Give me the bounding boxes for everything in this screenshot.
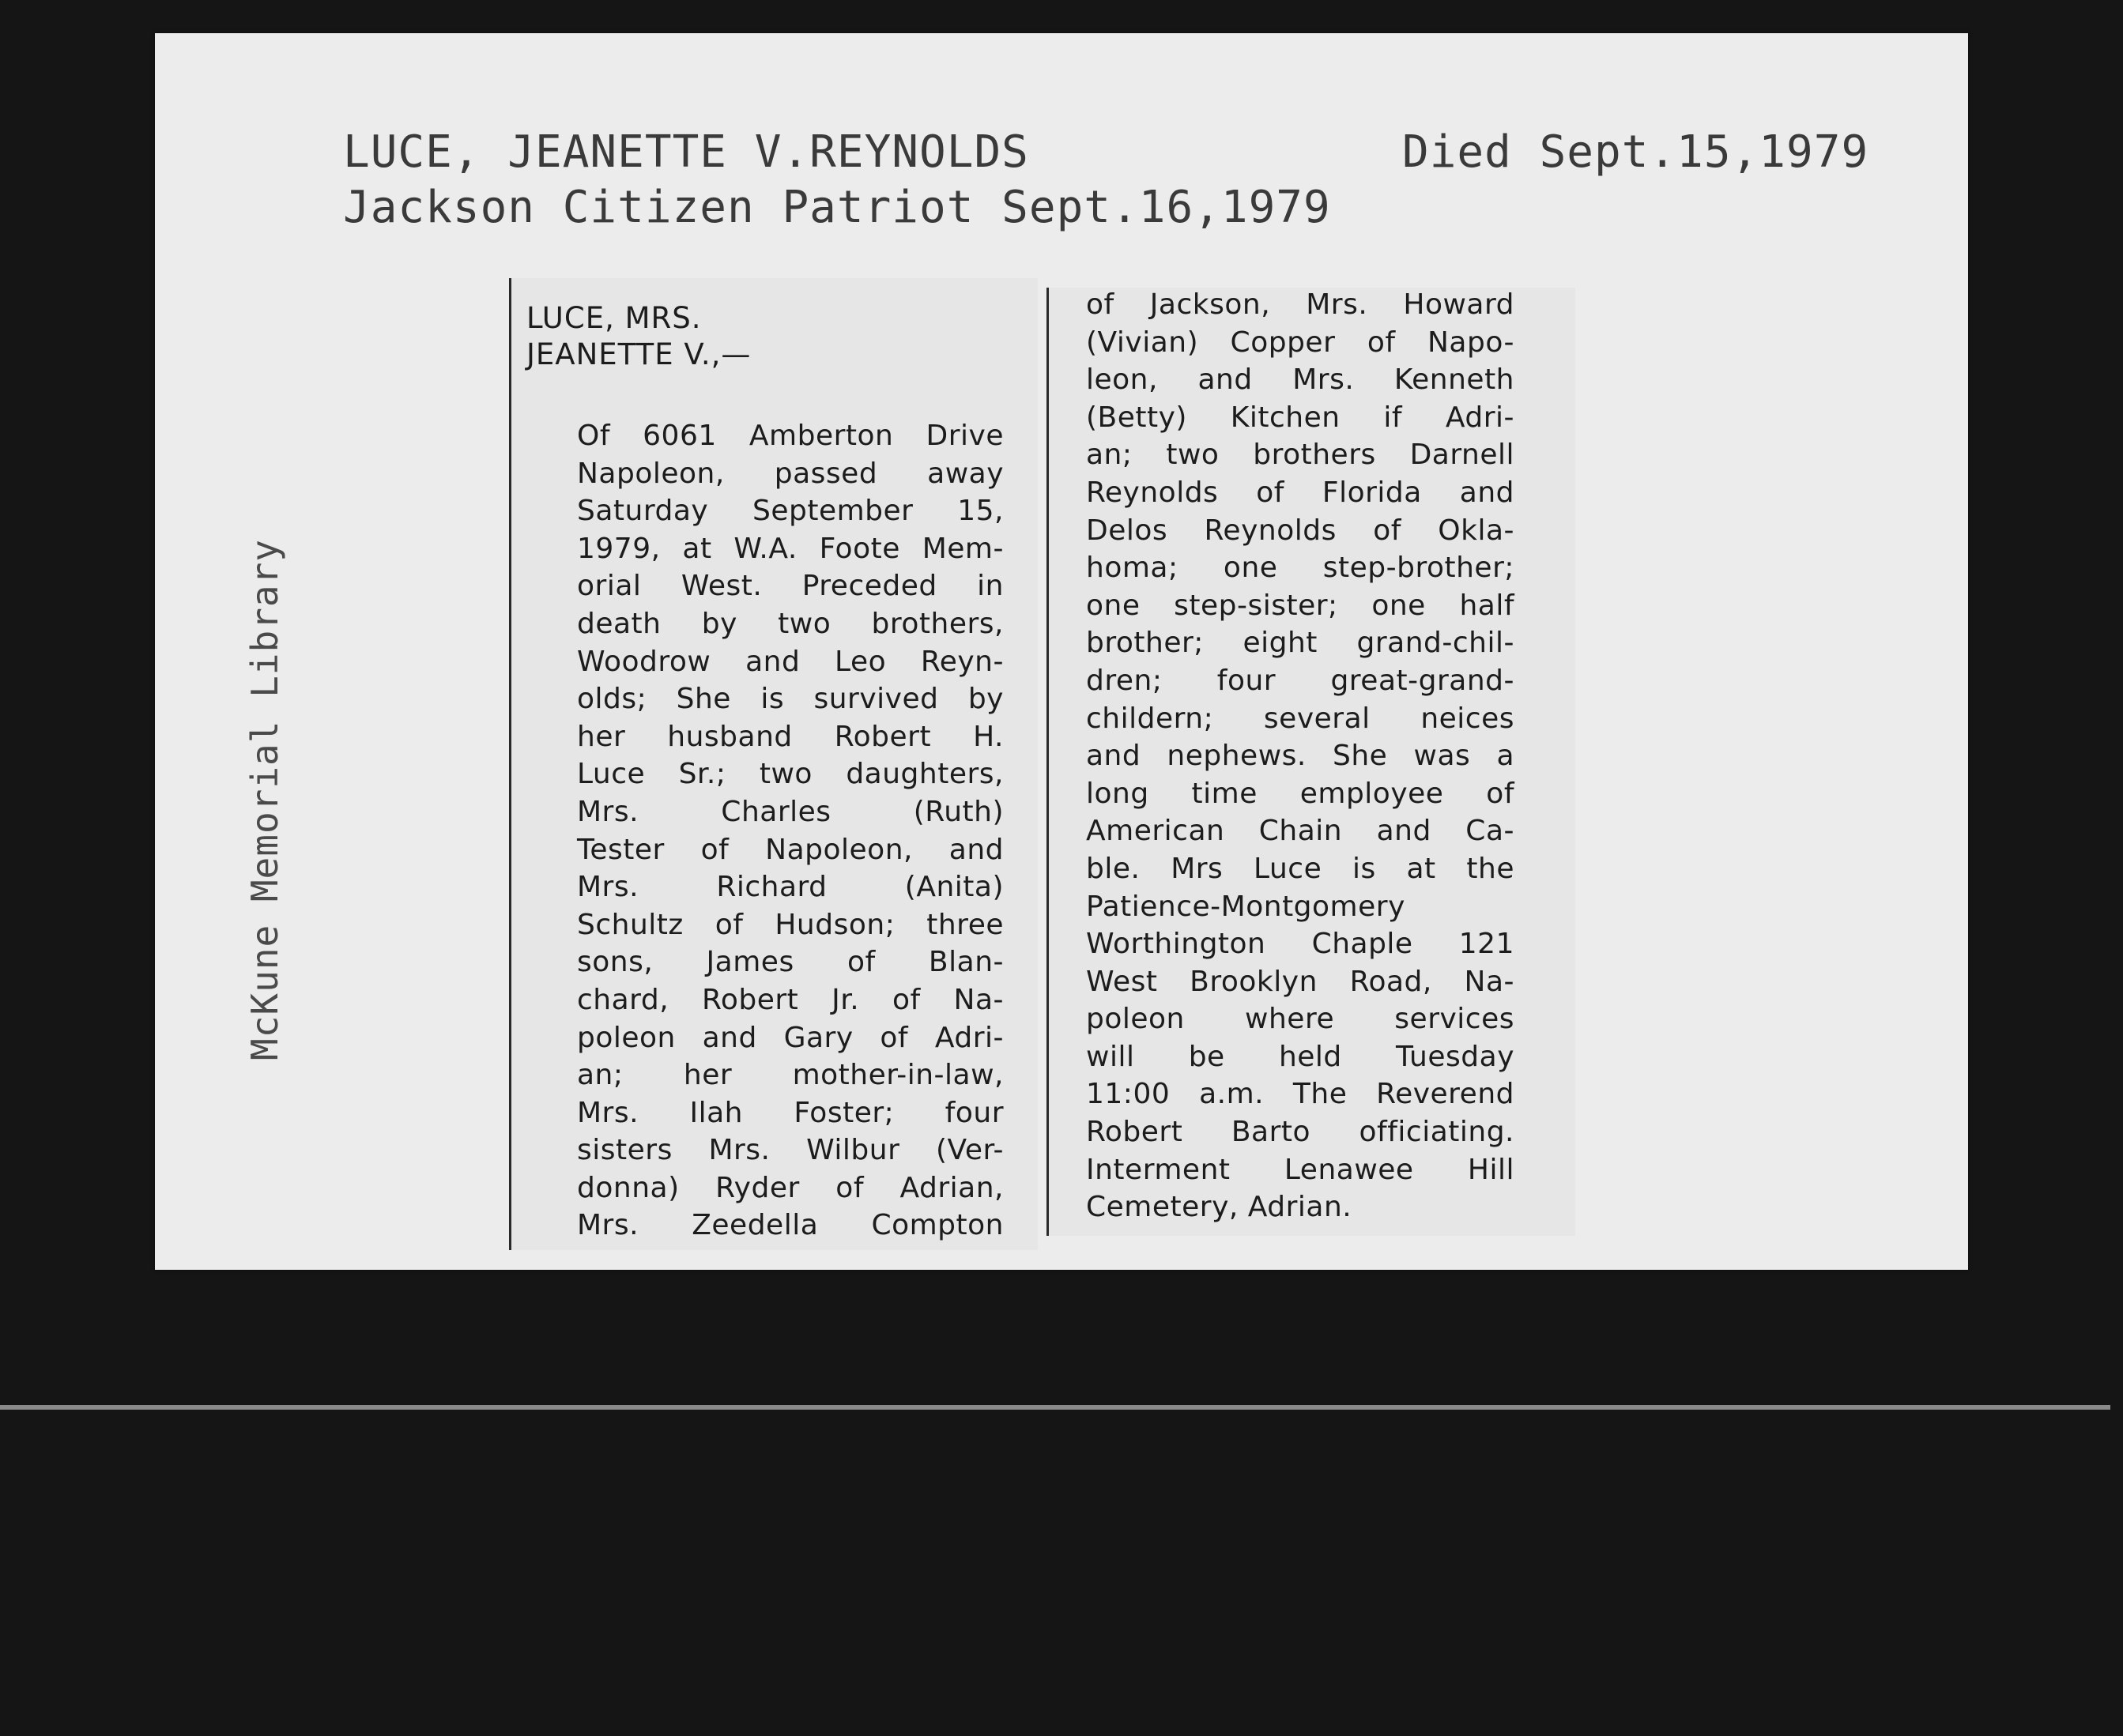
- obituary-text-line: Mrs. Charles (Ruth): [577, 795, 1004, 828]
- obituary-title-line: JEANETTE V.,—: [526, 337, 752, 371]
- obituary-title: [526, 300, 751, 373]
- obituary-text-line: sons, James of Blan-: [577, 946, 1004, 979]
- obituary-column-2: [1086, 286, 1514, 1226]
- obituary-text-line: of Jackson, Mrs. Howard: [1086, 288, 1514, 321]
- obituary-text-line: long time employee of: [1086, 777, 1514, 810]
- obituary-text-line: 1979, at W.A. Foote Mem-: [577, 532, 1004, 565]
- obituary-text-line: Luce Sr.; two daughters,: [577, 758, 1004, 791]
- library-label: McKune Memorial Library: [243, 539, 286, 1060]
- obituary-text-line: (Betty) Kitchen if Adri-: [1086, 401, 1514, 434]
- obituary-text-line: dren; four great-grand-: [1086, 664, 1514, 697]
- obituary-text-line: West Brooklyn Road, Na-: [1086, 965, 1514, 998]
- obituary-text-line: chard, Robert Jr. of Na-: [577, 983, 1004, 1016]
- obituary-text-line: Mrs. Zeedella Compton: [577, 1209, 1004, 1242]
- obituary-text-line: childern; several neices: [1086, 702, 1514, 735]
- obituary-text-line: Mrs. Richard (Anita): [577, 871, 1004, 904]
- obituary-text-line: Schultz of Hudson; three: [577, 908, 1004, 941]
- obituary-title-line: LUCE, MRS.: [526, 301, 702, 335]
- obituary-text-line: Worthington Chaple 121: [1086, 928, 1514, 961]
- obituary-text-line: will be held Tuesday: [1086, 1040, 1514, 1073]
- obituary-text-line: American Chain and Ca-: [1086, 815, 1514, 848]
- obituary-text-line: Cemetery, Adrian.: [1086, 1191, 1352, 1224]
- header-name: LUCE, JEANETTE V.REYNOLDS: [343, 126, 1029, 178]
- obituary-text-line: olds; She is survived by: [577, 683, 1004, 716]
- header-death-date: Died Sept.15,1979: [1402, 126, 1869, 178]
- obituary-text-line: death by two brothers,: [577, 607, 1004, 640]
- obituary-text-line: Tester of Napoleon, and: [577, 833, 1004, 866]
- obituary-text-line: Interment Lenawee Hill: [1086, 1153, 1514, 1186]
- index-card: [155, 33, 1968, 1270]
- obituary-text-line: an; her mother-in-law,: [577, 1059, 1004, 1092]
- obituary-text-line: Napoleon, passed away: [577, 457, 1004, 490]
- obituary-text-line: Reynolds of Florida and: [1086, 476, 1514, 509]
- obituary-column-1: [577, 417, 1004, 1245]
- obituary-text-line: Mrs. Ilah Foster; four: [577, 1096, 1004, 1129]
- obituary-text-line: Patience-Montgomery: [1086, 890, 1405, 923]
- film-edge-line: [0, 1405, 2110, 1410]
- obituary-text-line: Robert Barto officiating.: [1086, 1116, 1514, 1149]
- obituary-text-line: Of 6061 Amberton Drive: [577, 420, 1004, 452]
- obituary-text-line: leon, and Mrs. Kenneth: [1086, 363, 1514, 397]
- obituary-text-line: brother; eight grand-chil-: [1086, 627, 1514, 660]
- obituary-text-line: homa; one step-brother;: [1086, 552, 1514, 585]
- obituary-text-line: one step-sister; one half: [1086, 589, 1514, 622]
- obituary-text-line: (Vivian) Copper of Napo-: [1086, 326, 1514, 359]
- obituary-text-line: and nephews. She was a: [1086, 740, 1514, 773]
- obituary-text-line: her husband Robert H.: [577, 720, 1004, 753]
- newspaper-clipping: [509, 247, 1731, 1256]
- header-source: Jackson Citizen Patriot Sept.16,1979: [343, 182, 1331, 233]
- obituary-text-line: 11:00 a.m. The Reverend: [1086, 1078, 1514, 1111]
- obituary-text-line: poleon where services: [1086, 1003, 1514, 1036]
- obituary-text-line: sisters Mrs. Wilbur (Ver-: [577, 1134, 1004, 1167]
- obituary-text-line: an; two brothers Darnell: [1086, 439, 1514, 472]
- obituary-text-line: Woodrow and Leo Reyn-: [577, 645, 1004, 678]
- obituary-text-line: Saturday September 15,: [577, 495, 1004, 528]
- obituary-text-line: donna) Ryder of Adrian,: [577, 1171, 1004, 1204]
- obituary-text-line: ble. Mrs Luce is at the: [1086, 852, 1514, 885]
- obituary-text-line: Delos Reynolds of Okla-: [1086, 514, 1514, 547]
- obituary-text-line: poleon and Gary of Adri-: [577, 1021, 1004, 1054]
- obituary-text-line: orial West. Preceded in: [577, 570, 1004, 603]
